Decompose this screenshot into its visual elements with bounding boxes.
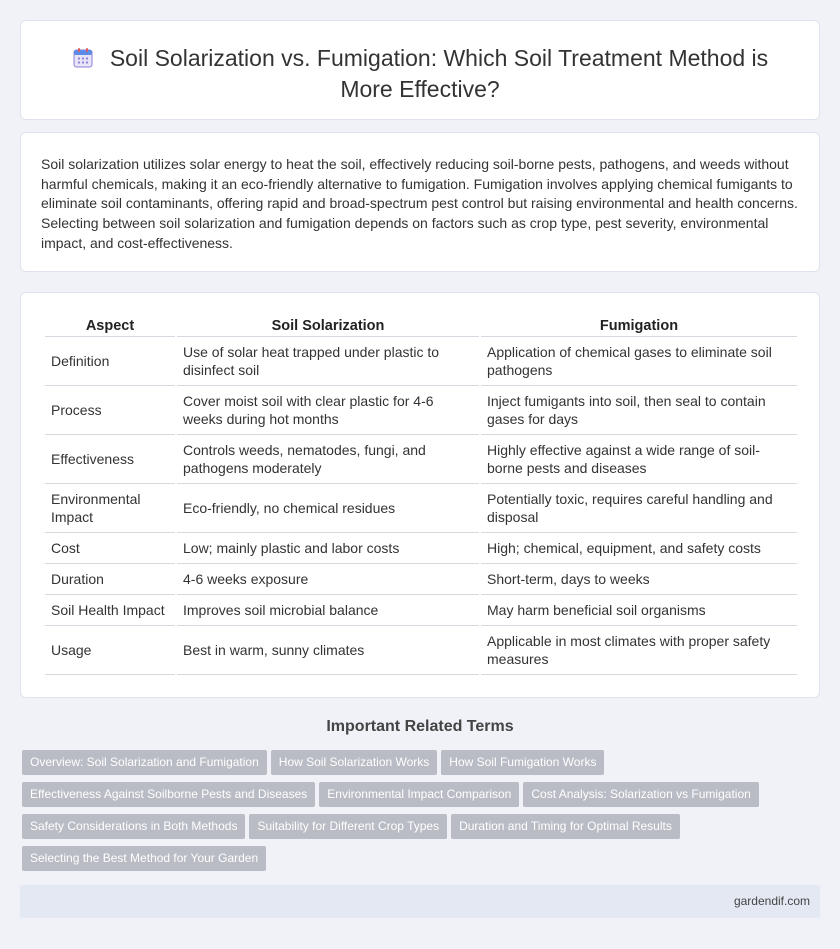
column-header-solarization: Soil Solarization (177, 315, 479, 337)
column-header-fumigation: Fumigation (481, 315, 797, 337)
related-term-tag[interactable]: Duration and Timing for Optimal Results (451, 814, 680, 839)
tag-row (22, 846, 802, 878)
aspect-cell: Soil Health Impact (45, 595, 175, 626)
related-term-tag[interactable]: Cost Analysis: Solarization vs Fumigation (523, 782, 758, 807)
aspect-cell: Process (45, 386, 175, 435)
title-wrap (61, 43, 779, 105)
table-row (45, 435, 797, 484)
table-row (45, 533, 797, 564)
table-row (45, 626, 797, 675)
solarization-cell: Cover moist soil with clear plastic for 4-6 weeks during hot months (177, 386, 479, 435)
solarization-cell: 4-6 weeks exposure (177, 564, 479, 595)
related-term-tag[interactable]: Effectiveness Against Soilborne Pests and Diseases (22, 782, 315, 807)
solarization-cell: Best in warm, sunny climates (177, 626, 479, 675)
tag-row (22, 782, 802, 814)
fumigation-cell: Potentially toxic, requires careful handling and disposal (481, 484, 797, 533)
fumigation-cell: Inject fumigants into soil, then seal to contain gases for days (481, 386, 797, 435)
column-header-aspect: Aspect (45, 315, 175, 337)
related-term-tag[interactable]: How Soil Fumigation Works (441, 750, 604, 775)
fumigation-cell: High; chemical, equipment, and safety costs (481, 533, 797, 564)
table-row (45, 595, 797, 626)
fumigation-cell: Short-term, days to weeks (481, 564, 797, 595)
related-terms-heading: Important Related Terms (326, 718, 514, 735)
related-term-tag[interactable]: Suitability for Different Crop Types (249, 814, 447, 839)
table-row (45, 564, 797, 595)
related-term-tag[interactable]: Overview: Soil Solarization and Fumigation (22, 750, 267, 775)
table-row (45, 386, 797, 435)
solarization-cell: Eco-friendly, no chemical residues (177, 484, 479, 533)
related-term-tag[interactable]: Environmental Impact Comparison (319, 782, 519, 807)
fumigation-cell: Highly effective against a wide range of soil-borne pests and diseases (481, 435, 797, 484)
intro-paragraph: Soil solarization utilizes solar energy to heat the soil, effectively reducing soil-borne pests, pathogens, and weeds without harmful chemicals, making it an eco-friendly alternative to fumigation. Fumigation involves applying chemical fumigants to eliminate soil contaminants, offering rapid and broad-spectrum pest control but raising environmental and health concerns. Selecting between soil solarization and fumigation depends on factors such as crop type, pest severity, environmental impact, and cost-effectiveness. (41, 156, 798, 251)
aspect-cell: Effectiveness (45, 435, 175, 484)
aspect-cell: Environmental Impact (45, 484, 175, 533)
solarization-cell: Improves soil microbial balance (177, 595, 479, 626)
table-row (45, 337, 797, 386)
fumigation-cell: May harm beneficial soil organisms (481, 595, 797, 626)
aspect-cell: Cost (45, 533, 175, 564)
fumigation-cell: Applicable in most climates with proper safety measures (481, 626, 797, 675)
solarization-cell: Use of solar heat trapped under plastic to disinfect soil (177, 337, 479, 386)
title-card (20, 20, 820, 120)
related-term-tag[interactable]: How Soil Solarization Works (271, 750, 438, 775)
comparison-table (43, 315, 799, 675)
related-terms-list (22, 750, 802, 878)
table-header-row (45, 315, 797, 337)
fumigation-cell: Application of chemical gases to eliminate soil pathogens (481, 337, 797, 386)
aspect-cell: Duration (45, 564, 175, 595)
table-row (45, 484, 797, 533)
related-term-tag[interactable]: Selecting the Best Method for Your Garden (22, 846, 266, 871)
tag-row (22, 814, 802, 846)
solarization-cell: Controls weeds, nematodes, fungi, and pathogens moderately (177, 435, 479, 484)
related-term-tag[interactable]: Safety Considerations in Both Methods (22, 814, 245, 839)
footer-site-name[interactable]: gardendif.com (733, 894, 810, 908)
solarization-cell: Low; mainly plastic and labor costs (177, 533, 479, 564)
intro-card (20, 132, 820, 272)
footer (20, 885, 820, 918)
aspect-cell: Usage (45, 626, 175, 675)
comparison-card (20, 292, 820, 698)
calendar-icon (72, 46, 94, 68)
page-title-text: Soil Solarization vs. Fumigation: Which Soil Treatment Method is More Effective? (109, 45, 769, 102)
page-title (61, 43, 779, 105)
tag-row (22, 750, 802, 782)
aspect-cell: Definition (45, 337, 175, 386)
